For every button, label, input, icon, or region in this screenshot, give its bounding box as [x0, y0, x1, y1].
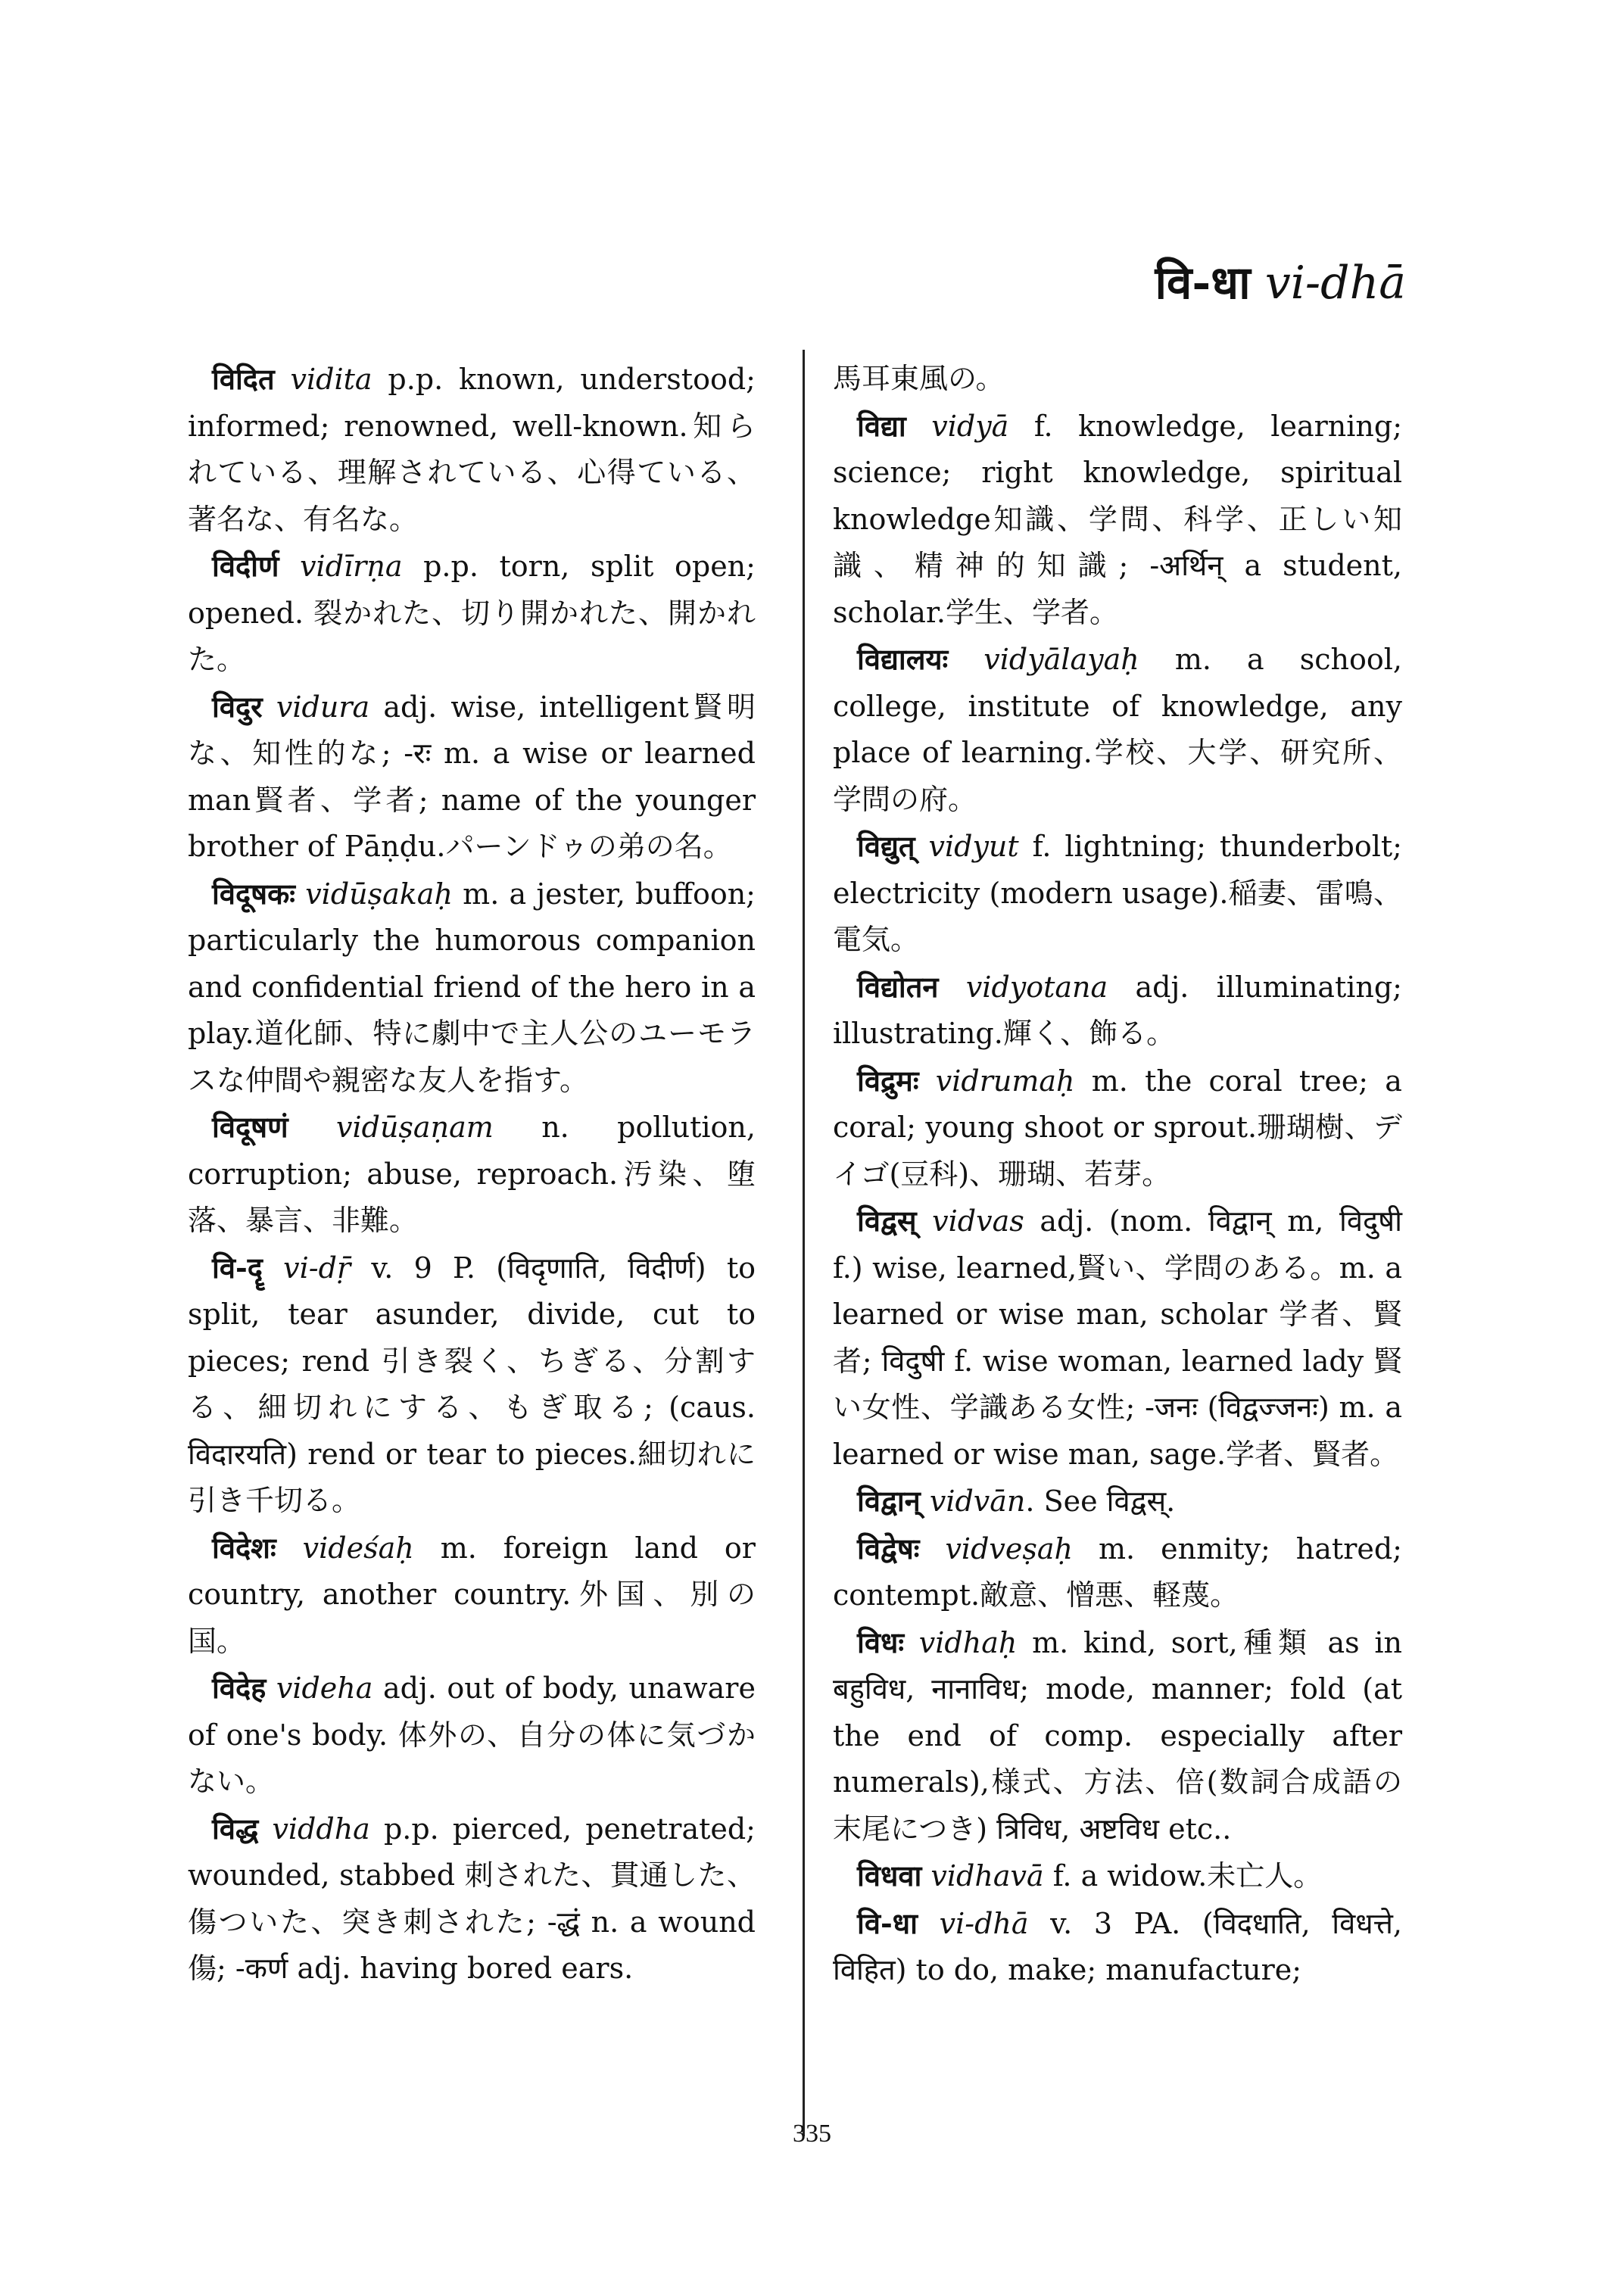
transliteration: videśaḥ [302, 1531, 414, 1565]
definition: p.p. pierced, penetrated; wounded, stabbed 刺された、貫通した、傷ついた、突き刺された; -द्धं n. a wound 傷; -कर्ण adj. having bored ears. [188, 1812, 756, 1985]
headword: वि-दॄ [212, 1250, 263, 1285]
dictionary-entry [188, 543, 756, 684]
dictionary-entry [188, 1805, 756, 1992]
headword: विद्रुमः [857, 1063, 919, 1098]
headword: विद्ध [212, 1811, 259, 1846]
transliteration: vidhaḥ [918, 1625, 1018, 1659]
definition: adj. out of body, unaware of one's body. 体外の、自分の体に気づかない。 [188, 1671, 756, 1798]
dictionary-entry [833, 636, 1402, 823]
definition: m. enmity; hatred; contempt.敵意、憎悪、軽蔑。 [833, 1531, 1402, 1612]
dictionary-entry [833, 1619, 1402, 1853]
right-column [833, 356, 1402, 1994]
transliteration: vidhavā [930, 1859, 1044, 1893]
definition: . See विद्वस्. [1025, 1485, 1176, 1518]
header-devanagari: वि-धा [1155, 257, 1251, 310]
transliteration: vidura [276, 690, 370, 724]
dictionary-entry [188, 356, 756, 543]
transliteration: vidveṣaḥ [945, 1531, 1074, 1566]
headword: विदेह [212, 1671, 267, 1705]
left-column [188, 356, 756, 1992]
dictionary-entry [188, 871, 756, 1104]
transliteration: vidūṣakaḥ [305, 877, 453, 911]
dictionary-entry [833, 964, 1402, 1058]
headword: विद्युत् [857, 829, 915, 863]
transliteration: vidvān [929, 1485, 1026, 1518]
dictionary-entry [188, 1104, 756, 1245]
running-header [1155, 250, 1406, 312]
transliteration: vidvas [932, 1204, 1024, 1238]
headword: विद्वेषः [857, 1531, 920, 1566]
dictionary-entry [188, 1665, 756, 1805]
transliteration: vidyotana [965, 970, 1108, 1004]
transliteration: vi-dhā [939, 1906, 1029, 1940]
dictionary-entry [833, 403, 1402, 637]
definition: v. 3 PA. (विदधाति, विधत्ते, विहित) to do, make; manufacture; [833, 1906, 1402, 1986]
dictionary-entry [833, 1478, 1402, 1525]
page-number: 335 [793, 2120, 831, 2148]
headword: विधवा [857, 1858, 922, 1893]
transliteration: vidūṣaṇam [336, 1111, 494, 1144]
continuation-text: 馬耳東風の。 [833, 362, 1005, 395]
dictionary-entry [833, 1900, 1402, 1994]
definition: p.p. torn, split open; opened. 裂かれた、切り開かれた、開かれた。 [188, 550, 756, 676]
headword: विदुर [212, 689, 263, 724]
headword: विदीर्ण [212, 549, 279, 583]
dictionary-entry [188, 1245, 756, 1525]
headword: विद्वान् [857, 1484, 921, 1518]
headword: विद्वस् [857, 1204, 917, 1238]
dictionary-entry [188, 1525, 756, 1665]
transliteration: videha [276, 1671, 373, 1705]
transliteration: vidrumaḥ [935, 1064, 1075, 1098]
definition: m. foreign land or country, another country.外国、別の国。 [188, 1531, 756, 1658]
transliteration: vidyut [928, 830, 1019, 863]
headword: विद्या [857, 408, 906, 443]
dictionary-entry [833, 823, 1402, 964]
dictionary-entry [833, 1852, 1402, 1900]
headword: विद्योतन [857, 969, 939, 1004]
definition: m. the coral tree; a coral; young shoot or sprout.珊瑚樹、デイゴ(豆科)、珊瑚、若芽。 [833, 1064, 1402, 1191]
definition: m. a jester, buffoon; particularly the humorous companion and confidential friend of the hero in a play.道化師、特に劇中で主人公のユーモラスな仲間や親密な友人を指す。 [188, 877, 756, 1097]
headword: विधः [857, 1625, 905, 1659]
dictionary-entry [833, 1058, 1402, 1198]
headword: विदित [212, 362, 275, 396]
column-divider [803, 350, 805, 2136]
header-transliteration: vi-dhā [1264, 257, 1406, 310]
definition: f. knowledge, learning; science; right knowledge, spiritual knowledge知識、学問、科学、正しい知識、精神的知識; -अर्थिन् a student, scholar.学生、学者。 [833, 409, 1402, 629]
transliteration: vidita [290, 363, 372, 396]
dictionary-entry [833, 1525, 1402, 1619]
transliteration: vidyā [931, 409, 1009, 443]
dictionary-entry [188, 684, 756, 871]
transliteration: vidyālayaḥ [983, 643, 1139, 676]
headword: विदेशः [212, 1530, 276, 1565]
definition: n. pollution, corruption; abuse, reproach.汚染、堕落、暴言、非難。 [188, 1111, 756, 1237]
transliteration: vidīrṇa [300, 550, 403, 583]
dictionary-entry [833, 1198, 1402, 1478]
definition: f. lightning; thunderbolt; electricity (modern usage).稲妻、雷鳴、電気。 [833, 830, 1402, 956]
headword: वि-धा [857, 1905, 918, 1940]
transliteration: vi-dṝ [283, 1251, 351, 1285]
definition: p.p. known, understood; informed; renowned, well-known.知られている、理解されている、心得ている、著名な、有名な。 [188, 363, 756, 536]
definition: m. kind, sort,種類 as in बहुविध, नानाविध; mode, manner; fold (at the end of comp. especially after numerals),様式、方法、倍(数詞合成語の末尾につき) त्रिविध, अष्टविध etc.. [833, 1625, 1402, 1846]
definition: m. a school, college, institute of knowledge, any place of learning.学校、大学、研究所、学問の府。 [833, 643, 1402, 816]
headword: विद्यालयः [857, 642, 949, 676]
headword: विदूषकः [212, 876, 295, 911]
definition: adj. wise, intelligent賢明な、知性的な; -रः m. a wise or learned man賢者、学者; name of the younger brother of Pāṇḍu.パーンドゥの弟の名。 [188, 690, 756, 863]
headword: विदूषणं [212, 1110, 288, 1144]
definition: adj. (nom. विद्वान् m, विदुषी f.) wise, learned,賢い、学問のある。m. a learned or wise man, scholar 学者、賢者; विदुषी f. wise woman, learned lady 賢い女性、学識ある女性; -जनः (विद्वज्जनः) m. a learned or wise man, sage.学者、賢者。 [833, 1204, 1402, 1471]
definition: adj. illuminating; illustrating.輝く、飾る。 [833, 970, 1402, 1050]
definition: f. a widow.未亡人。 [1052, 1859, 1323, 1893]
transliteration: viddha [272, 1812, 370, 1846]
definition: v. 9 P. (विदृणाति, विदीर्ण) to split, tear asunder, divide, cut to pieces; rend 引き裂く、ちぎる、分割する、細切れにする、もぎ取る; (caus. विदारयति) rend or tear to pieces.細切れに引き千切る。 [188, 1251, 756, 1517]
